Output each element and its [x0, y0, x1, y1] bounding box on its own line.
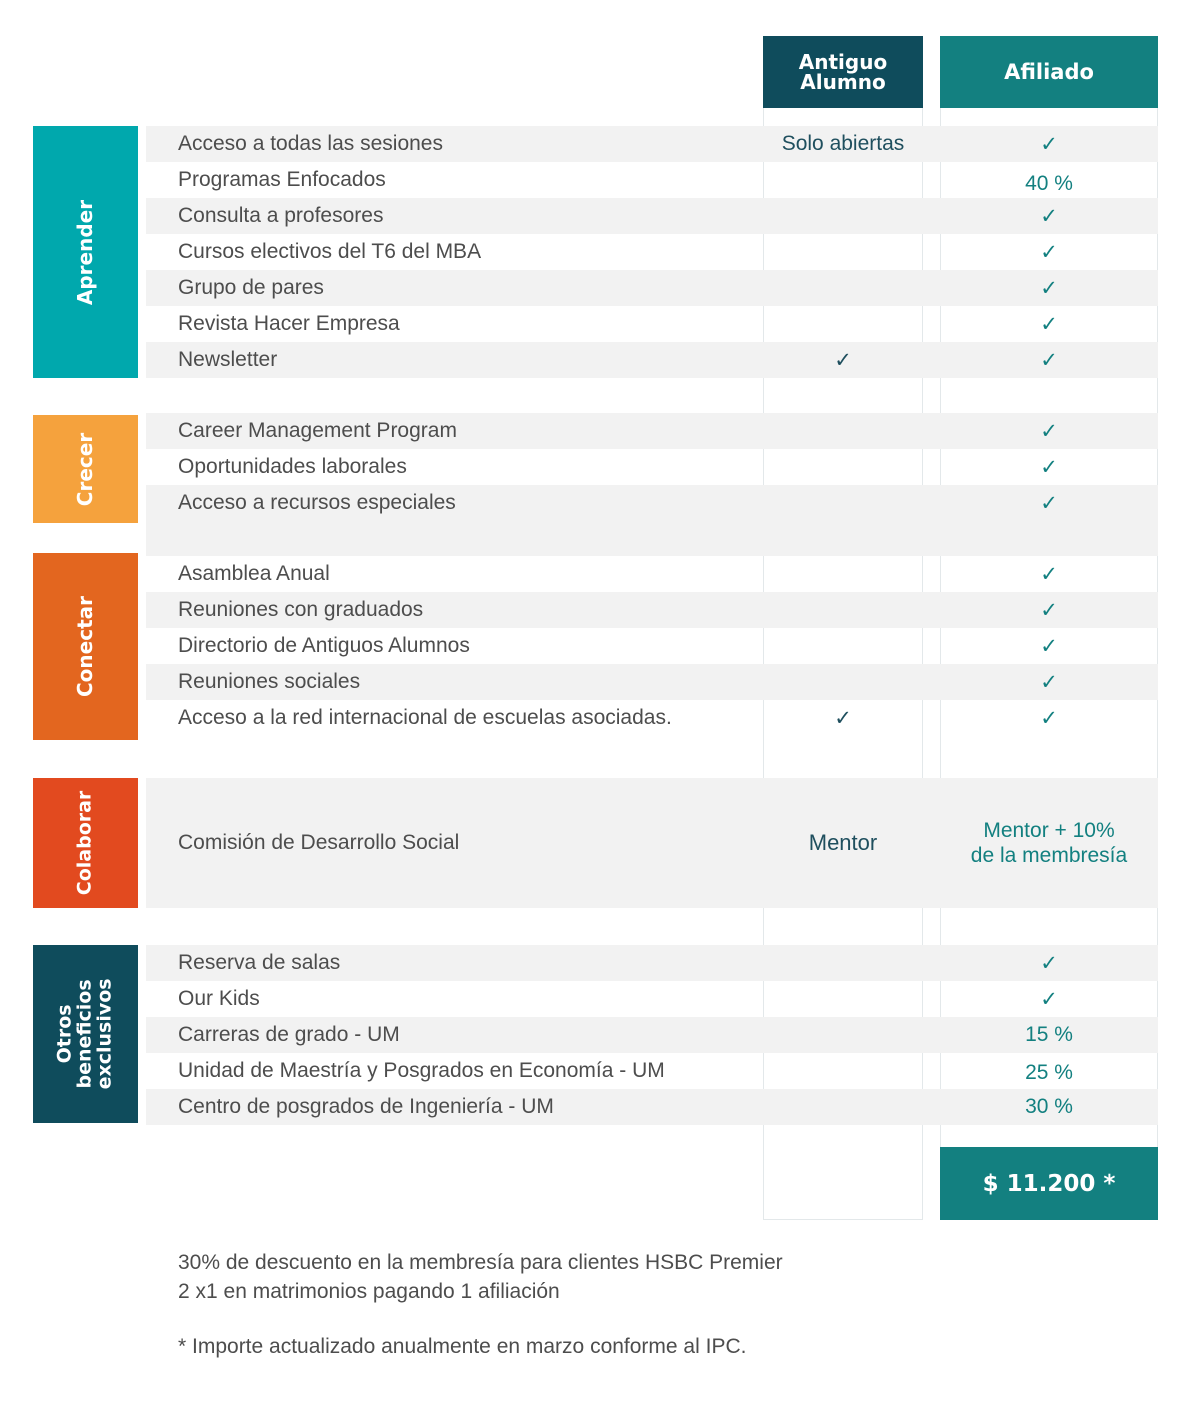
table-row: [146, 234, 1158, 270]
afiliado-check-icon: ✓: [1040, 706, 1058, 730]
alumno-value: [763, 981, 923, 1017]
note-ipc: * Importe actualizado anualmente en marzo conforme al IPC.: [178, 1335, 747, 1358]
category-otros-text: Otros beneficios exclusivos: [53, 978, 116, 1090]
table-row: [146, 945, 1158, 981]
header-antiguo-alumno-label: Antiguo Alumno: [798, 50, 888, 94]
row-label: Revista Hacer Empresa: [178, 312, 400, 335]
category-otros: [33, 945, 138, 1123]
table-row: [146, 126, 1158, 162]
afiliado-check-icon: ✓: [1040, 951, 1058, 975]
alumno-value: [763, 485, 923, 521]
afiliado-value: 25 %: [1025, 1061, 1073, 1084]
alumno-value: [763, 592, 923, 628]
afiliado-value: 40 %: [1025, 172, 1073, 195]
afiliado-value: 30 %: [1025, 1095, 1073, 1118]
row-label: Our Kids: [178, 987, 260, 1010]
category-aprender-label: Aprender: [73, 199, 97, 305]
row-label: Grupo de pares: [178, 276, 324, 299]
alumno-value: [763, 1053, 923, 1089]
alumno-value: [763, 1017, 923, 1053]
alumno-value: [763, 945, 923, 981]
table-row: [146, 556, 1158, 592]
table-row: [146, 306, 1158, 342]
alumno-value: [763, 198, 923, 234]
afiliado-check-icon: ✓: [1040, 562, 1058, 586]
row-label: Programas Enfocados: [178, 168, 386, 191]
note-hsbc: 30% de descuento en la membresía para clientes HSBC Premier: [178, 1251, 783, 1274]
alumno-value: [763, 306, 923, 342]
row-label: Consulta a profesores: [178, 204, 384, 227]
afiliado-check-icon: ✓: [1040, 240, 1058, 264]
row-label: Comisión de Desarrollo Social: [178, 831, 460, 854]
row-label: Reuniones con graduados: [178, 598, 424, 621]
row-label: Oportunidades laborales: [178, 455, 407, 478]
row-label: Acceso a la red internacional de escuelas asociadas.: [178, 706, 672, 729]
table-row: [146, 449, 1158, 485]
table-row: [146, 1017, 1158, 1053]
table-row: [146, 485, 1158, 521]
afiliado-check-icon: ✓: [1040, 204, 1058, 228]
category-conectar: [33, 553, 138, 740]
header-antiguo-alumno: [763, 36, 923, 108]
row-label: Carreras de grado - UM: [178, 1023, 400, 1046]
category-crecer: [33, 415, 138, 523]
afiliado-check-icon: ✓: [1040, 419, 1058, 443]
category-otros-label: [53, 978, 116, 1090]
category-conectar-label: Conectar: [73, 596, 97, 697]
table-row: [146, 1089, 1158, 1125]
price-badge: [940, 1147, 1158, 1220]
category-colaborar-label: Colaborar: [73, 790, 96, 896]
table-row: [146, 270, 1158, 306]
row-label: Cursos electivos del T6 del MBA: [178, 240, 482, 263]
afiliado-check-icon: ✓: [1040, 312, 1058, 336]
row-label: Acceso a recursos especiales: [178, 491, 456, 514]
table-row: [146, 413, 1158, 449]
table-row: [146, 198, 1158, 234]
table-row: [146, 592, 1158, 628]
afiliado-check-icon: ✓: [1040, 987, 1058, 1011]
price-value: $ 11.200 *: [982, 1170, 1116, 1197]
header-afiliado: [940, 36, 1158, 108]
table-row: [146, 628, 1158, 664]
afiliado-value-line2: de la membresía: [970, 844, 1128, 867]
table-row: [146, 664, 1158, 700]
alumno-value: [763, 234, 923, 270]
row-label: Acceso a todas las sesiones: [178, 132, 443, 155]
afiliado-check-icon: ✓: [1040, 670, 1058, 694]
row-label: Asamblea Anual: [178, 562, 330, 585]
afiliado-check-icon: ✓: [1040, 132, 1058, 156]
row-label: Newsletter: [178, 348, 278, 371]
alumno-value: [763, 413, 923, 449]
table-row: [146, 700, 1158, 736]
category-colaborar: [33, 778, 138, 908]
table-row: [146, 521, 1158, 556]
alumno-value: Solo abiertas: [781, 132, 905, 155]
alumno-value: [763, 1089, 923, 1125]
table-row: [146, 981, 1158, 1017]
alumno-value: [763, 449, 923, 485]
afiliado-check-icon: ✓: [1040, 276, 1058, 300]
alumno-value: [763, 556, 923, 592]
alumno-value: [763, 664, 923, 700]
afiliado-value-line1: Mentor + 10%: [983, 818, 1115, 842]
note-matrimonios: 2 x1 en matrimonios pagando 1 afiliación: [178, 1280, 560, 1303]
alumno-check-icon: ✓: [834, 706, 852, 730]
afiliado-value: 15 %: [1025, 1023, 1073, 1046]
table-row: [146, 778, 1158, 908]
category-crecer-label: Crecer: [72, 432, 97, 506]
afiliado-check-icon: ✓: [1040, 455, 1058, 479]
table-row: [146, 342, 1158, 378]
alumno-value: [763, 628, 923, 664]
afiliado-value: [940, 778, 1158, 908]
table-row: [146, 162, 1158, 198]
row-label: Directorio de Antiguos Alumnos: [178, 634, 470, 657]
row-label: Reserva de salas: [178, 951, 341, 974]
alumno-value: Mentor: [808, 830, 878, 855]
alumno-value: [763, 270, 923, 306]
row-label: Reuniones sociales: [178, 670, 361, 693]
row-label: Centro de posgrados de Ingeniería - UM: [178, 1095, 554, 1118]
category-aprender: [33, 126, 138, 378]
row-label: Unidad de Maestría y Posgrados en Economía - UM: [178, 1059, 665, 1082]
afiliado-check-icon: ✓: [1040, 348, 1058, 372]
alumno-check-icon: ✓: [834, 348, 852, 372]
afiliado-check-icon: ✓: [1040, 634, 1058, 658]
row-label: Career Management Program: [178, 419, 457, 442]
alumno-value: [763, 162, 923, 198]
afiliado-check-icon: ✓: [1040, 598, 1058, 622]
table-row: [146, 1053, 1158, 1089]
afiliado-check-icon: ✓: [1040, 491, 1058, 515]
header-afiliado-label: Afiliado: [1004, 59, 1094, 84]
